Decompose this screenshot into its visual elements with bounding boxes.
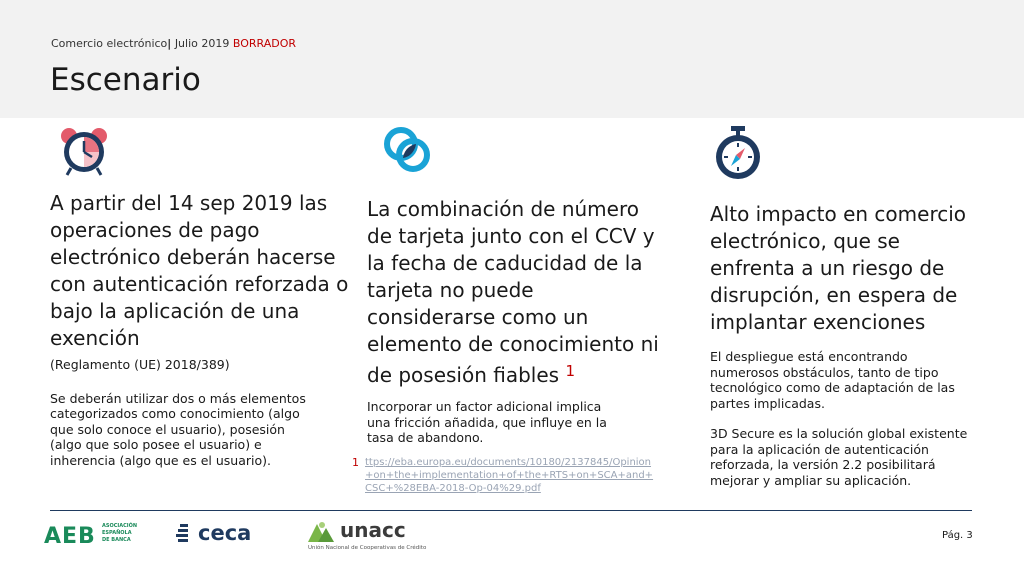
- page-number: Pág. 3: [942, 530, 973, 541]
- stopwatch-compass-icon: [712, 126, 764, 182]
- page-title: Escenario: [50, 62, 201, 98]
- footnote-number: 1: [352, 456, 359, 469]
- deadline-lead-text: A partir del 14 sep 2019 las operaciones de pago electrónico deberán hacerse con autenticación reforzada o bajo la aplicación de una exención: [50, 191, 349, 350]
- interlocking-rings-icon: [382, 124, 434, 176]
- footnote-marker: 1: [565, 362, 575, 380]
- footnote-link[interactable]: ttps://eba.europa.eu/documents/10180/2137845/Opinion+on+the+implementation+of+the+RTS+on+SCA+and+CSC+%28EBA-2018-Op-04%29.pdf: [365, 457, 654, 494]
- card-data-lead: La combinación de número de tarjeta junto con el CCV y la fecha de caducidad de la tarjeta no puede considerarse como un elemento de conocimiento ni de posesión fiables: [367, 197, 659, 387]
- aeb-logo-subtitle: ASOCIACIÓN ESPAÑOLA DE BANCA: [102, 523, 138, 543]
- breadcrumb-main: Comercio electrónico: [51, 37, 168, 50]
- header-band: [0, 0, 1024, 118]
- unacc-logo-text: unacc: [340, 518, 406, 542]
- footer-divider: [50, 510, 972, 511]
- aeb-logo: [44, 522, 154, 552]
- impact-lead-text: Alto impacto en comercio electrónico, que se enfrenta a un riesgo de disrupción, en espera de implantar exenciones: [710, 202, 967, 334]
- unacc-logo-subtitle: Unión Nacional de Cooperativas de Crédito: [308, 545, 427, 551]
- column-deadline: [50, 190, 350, 468]
- card-data-lead-text: [367, 196, 667, 389]
- ceca-logo-text: ceca: [198, 521, 252, 545]
- impact-body-text-1: El despliegue está encontrando numerosos obstáculos, tanto de tipo tecnológico como de adaptación de las partes implicadas.: [710, 349, 955, 411]
- aeb-logo-text: AEB: [44, 524, 96, 549]
- regulation-reference: (Reglamento (UE) 2018/389): [50, 357, 230, 372]
- impact-body-text-2: 3D Secure es la solución global existente para la aplicación de autenticación reforzada, la versión 2.2 posibilitará mejorar y ampliar su aplicación.: [710, 426, 968, 488]
- breadcrumb-date: Julio 2019: [174, 37, 230, 50]
- alarm-clock-icon: [58, 126, 110, 178]
- ceca-logo: [176, 520, 256, 550]
- column-impact: [710, 201, 980, 488]
- column-card-data: [367, 196, 667, 446]
- breadcrumb: [51, 37, 296, 50]
- deadline-body-text: Se deberán utilizar dos o más elementos categorizados como conocimiento (algo que solo conoce el usuario), posesión (algo que solo posee el usuario) e inherencia (algo que es el usuario).: [50, 390, 306, 468]
- unacc-logo: [306, 518, 436, 554]
- breadcrumb-separator: |: [167, 37, 172, 50]
- card-data-body-text: Incorporar un factor adicional implica una fricción añadida, que influye en la tasa de abandono.: [367, 399, 607, 445]
- ceca-mark-icon: [176, 524, 190, 544]
- draft-label: BORRADOR: [232, 37, 297, 50]
- unacc-mark-icon: [308, 520, 336, 542]
